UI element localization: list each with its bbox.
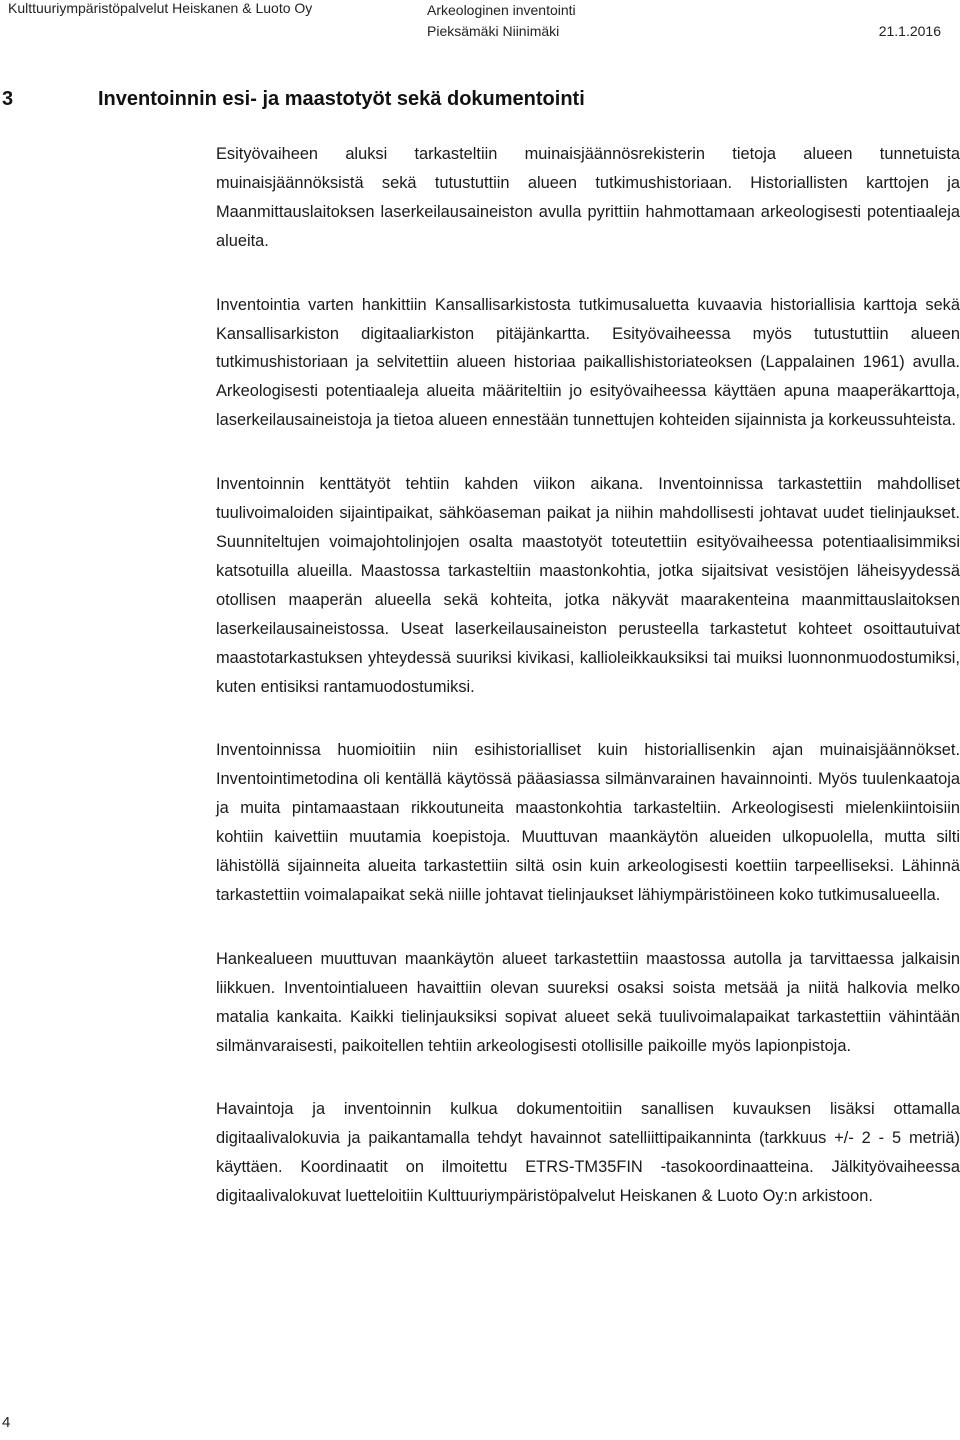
section-title: Inventoinnin esi- ja maastotyöt sekä dokumentointi	[98, 88, 585, 110]
report-date: 21.1.2016	[878, 23, 941, 39]
page-header-details	[427, 0, 941, 42]
body-text	[216, 140, 960, 1246]
paragraph: Inventoinnin kenttätyöt tehtiin kahden viikon aikana. Inventoinnissa tarkastettiin mahdolliset tuulivoimaloiden sijaintipaikat, sähköaseman paikat ja niihin mahdollisesti johtavat uudet tielinjaukset. Suunniteltujen voimajohtolinjojen osalta maastotyöt toteutettiin esityövaiheessa potentiaalisimmiksi katsotuilla alueilla. Maastossa tarkasteltiin maastonkohtia, jotka sijaitsivat vesistöjen läheisyydessä otollisen maaperän alueella sekä kohteita, jotka näkyvät maarakenteina maanmittauslaitoksen laserkeilausaineistossa. Useat laserkeilausaineiston perusteella tarkastetut kohteet osoittautuivat maastotarkastuksen yhteydessä suuriksi kivikasi, kallioleikkauksiksi tai muiksi luonnonmuodostumiksi, kuten entisiksi rantamuodostumiksi.	[216, 475, 960, 696]
paragraph: Hankealueen muuttuvan maankäytön alueet tarkastettiin maastossa autolla ja tarvittaessa jalkaisin liikkuen. Inventointialueen havaittiin olevan suureksi osaksi soista metsää ja niitä halkovia melko matalia kankaita. Kaikki tielinjauksiksi sopivat alueet sekä tuulivoimalapaikat tarkastettiin vähintään silmänvaraisesti, paikoitellen tehtiin arkeologisesti otollisille paikoille myös lapionpistoja.	[216, 949, 960, 1055]
site-name: Pieksämäki Niinimäki	[427, 23, 560, 39]
section-heading	[0, 88, 585, 111]
page-header-organization: Kulttuuriympäristöpalvelut Heiskanen & Luoto Oy	[8, 0, 313, 16]
paragraph: Inventointia varten hankittiin Kansallisarkistosta tutkimusaluetta kuvaavia historiallisia karttoja sekä Kansallisarkiston digitaaliarkiston pitäjänkartta. Esityövaiheessa myös tutustuttiin alueen tutkimushistoriaan ja selvitettiin alueen historiaa paikallishistoriateoksen (Lappalainen 1961) avulla. Arkeologisesti potentiaaleja alueita määriteltiin jo esityövaiheessa käyttäen apuna maaperäkarttoja, laserkeilausaineistoja ja tietoa alueen ennestään tunnettujen kohteiden sijainnista ja korkeussuhteista.	[216, 295, 960, 430]
paragraph: Inventoinnissa huomioitiin niin esihistorialliset kuin historiallisenkin ajan muinaisjäännökset. Inventointimetodina oli kentällä käytössä pääasiassa silmänvarainen havainnointi. Myös tuulenkaatoja ja muita pintamaastaan rikkoutuneita maastonkohtia tarkasteltiin. Arkeologisesti mielenkiintoisiin kohtiin kaivettiin muutamia koepistoja. Muuttuvan maankäytön alueiden ulkopuolella, mutta silti lähistöllä sijainneita alueita tarkastettiin siltä osin kuin arkeologisesti koettiin tarpeelliseksi. Lähinnä tarkastettiin voimalapaikat sekä niille johtavat tielinjaukset lähiympäristöineen koko tutkimusalueella.	[216, 741, 960, 904]
paragraph: Havaintoja ja inventoinnin kulkua dokumentoitiin sanallisen kuvauksen lisäksi ottamalla digitaalivalokuvia ja paikantamalla tehdyt havainnot satelliittipaikanninta (tarkkuus +/- 2 - 5 metriä) käyttäen. Koordinaatit on ilmoitettu ETRS-TM35FIN -tasokoordinaatteina. Jälkityövaiheessa digitaalivalokuvat luetteloitiin Kulttuuriympäristöpalvelut Heiskanen & Luoto Oy:n arkistoon.	[216, 1100, 960, 1206]
section-number: 3	[2, 88, 14, 110]
report-type: Arkeologinen inventointi	[427, 2, 576, 18]
paragraph: Esityövaiheen aluksi tarkasteltiin muinaisjäännösrekisterin tietoja alueen tunnetuista muinaisjäännöksistä sekä tutustuttiin alueen tutkimushistoriaan. Historiallisten karttojen ja Maanmittauslaitoksen laserkeilausaineiston avulla pyrittiin hahmottamaan arkeologisesti potentiaaleja alueita.	[216, 145, 960, 250]
page-number: 4	[2, 1414, 11, 1431]
